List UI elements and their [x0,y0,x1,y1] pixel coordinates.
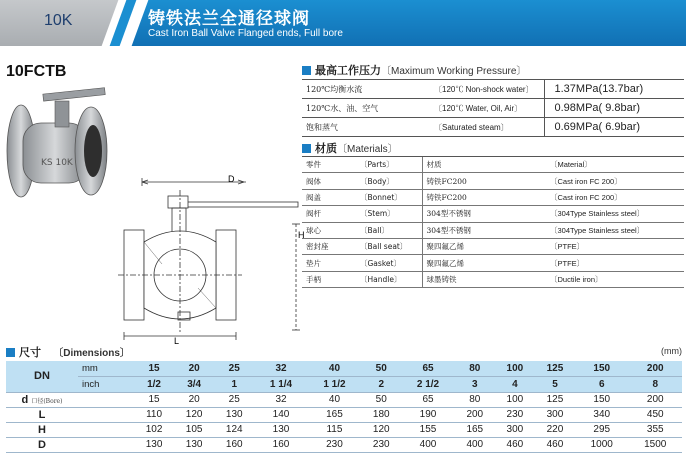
dimension-cell-d: 200 [628,392,682,407]
dimension-cell-H: 300 [495,422,535,437]
table-row-d [6,392,682,407]
materials-heading-cn: 材质 [315,142,337,155]
dimension-cell-mm: 20 [174,361,214,376]
material-en: 〔Cast iron FC 200〕 [548,173,684,189]
pressure-value: 0.69MPa( 6.9bar) [544,118,684,137]
table-row [302,189,684,205]
dimension-cell-inch: 4 [495,376,535,392]
svg-text:KS 10K: KS 10K [41,158,73,168]
empty-cell [78,437,134,452]
dimension-cell-H: 155 [401,422,454,437]
table-row [302,80,684,99]
dimension-cell-mm: 125 [535,361,575,376]
valve-drawing [118,172,304,344]
material-cn: 聚四氟乙烯 [422,255,548,271]
dimension-cell-D: 400 [401,437,454,452]
dimension-cell-d: 15 [134,392,174,407]
material-en: 〔PTFE〕 [548,255,684,271]
dimension-cell-L: 300 [535,407,575,422]
material-cn: 聚四氟乙烯 [422,238,548,254]
materials-table [302,156,684,288]
pressure-value: 1.37MPa(13.7bar) [544,80,684,99]
dimension-cell-H: 355 [628,422,682,437]
pressure-condition-cn: 120℃水、油、空气 [302,99,432,118]
pressure-class: 10K [44,12,73,29]
dimension-cell-D: 230 [308,437,361,452]
material-en: 〔304Type Stainless steel〕 [548,222,684,238]
dimension-cell-mm: 200 [628,361,682,376]
dimension-cell-inch: 1 1/2 [308,376,361,392]
pressure-condition-en: 〔Saturated steam〕 [432,118,544,137]
d-label-text: d [21,393,29,406]
dimension-cell-mm: 32 [254,361,307,376]
square-bullet-icon [302,66,311,75]
dimension-cell-D: 130 [134,437,174,452]
dimension-cell-D: 460 [495,437,535,452]
dimension-cell-inch: 3 [455,376,495,392]
dimension-cell-H: 124 [214,422,254,437]
dimension-cell-D: 400 [455,437,495,452]
table-row [302,118,684,137]
dimension-cell-L: 130 [214,407,254,422]
dimension-cell-mm: 80 [455,361,495,376]
part-en: 〔Handle〕 [360,271,422,287]
dimensions-unit: (mm) [661,346,682,356]
part-en: 〔Ball〕 [360,222,422,238]
dimension-cell-L: 120 [174,407,214,422]
table-row-L [6,407,682,422]
model-number: 10FCTB [6,63,67,80]
material-cn: 铸铁FC200 [422,189,548,205]
table-row-inch [6,376,682,392]
dimension-cell-d: 125 [535,392,575,407]
part-cn: 阀盖 [302,189,360,205]
dim-label-l: L [174,336,180,344]
d-label [6,392,78,407]
pressure-table [302,79,684,137]
material-cn: 304型不锈钢 [422,222,548,238]
pressure-heading-cn: 最高工作压力 [315,64,381,77]
dimension-cell-inch: 6 [575,376,628,392]
material-cn: 球墨铸铁 [422,271,548,287]
part-en: 〔Parts〕 [360,157,422,173]
part-en: 〔Bonnet〕 [360,189,422,205]
d-note: 口径(Bore) [31,397,63,405]
table-row [302,173,684,189]
H-label: H [6,422,78,437]
dimension-cell-d: 25 [214,392,254,407]
dimension-cell-L: 230 [495,407,535,422]
dimension-cell-H: 120 [361,422,401,437]
pressure-condition-en: 〔120℃ Non-shock water〕 [432,80,544,99]
material-en: 〔Material〕 [548,157,684,173]
dimension-cell-mm: 50 [361,361,401,376]
part-cn: 球心 [302,222,360,238]
pressure-heading [302,62,526,78]
dim-label-h: H [298,230,304,240]
part-cn: 阀杆 [302,206,360,222]
material-cn: 铸铁FC200 [422,173,548,189]
dimension-cell-mm: 65 [401,361,454,376]
dimension-cell-inch: 2 [361,376,401,392]
dimension-cell-D: 130 [174,437,214,452]
part-en: 〔Ball seat〕 [360,238,422,254]
dimension-cell-d: 32 [254,392,307,407]
dimension-cell-mm: 15 [134,361,174,376]
table-row-D [6,437,682,452]
dimension-cell-mm: 150 [575,361,628,376]
part-cn: 零件 [302,157,360,173]
table-row [302,271,684,287]
dimension-cell-H: 130 [254,422,307,437]
part-en: 〔Stem〕 [360,206,422,222]
dimension-cell-d: 40 [308,392,361,407]
dimension-cell-L: 190 [401,407,454,422]
empty-cell [78,407,134,422]
dimension-cell-inch: 8 [628,376,682,392]
dimension-cell-L: 450 [628,407,682,422]
dimension-cell-inch: 3/4 [174,376,214,392]
dimension-cell-L: 165 [308,407,361,422]
dimension-cell-d: 50 [361,392,401,407]
table-row [302,222,684,238]
dimension-cell-inch: 5 [535,376,575,392]
dimension-cell-D: 1000 [575,437,628,452]
D-label: D [6,437,78,452]
part-cn: 手柄 [302,271,360,287]
dimension-cell-d: 20 [174,392,214,407]
L-label: L [6,407,78,422]
dimension-cell-d: 65 [401,392,454,407]
dn-label: DN [6,361,78,392]
dimension-cell-D: 160 [214,437,254,452]
dimension-cell-inch: 1 1/4 [254,376,307,392]
part-en: 〔Body〕 [360,173,422,189]
dimension-cell-H: 115 [308,422,361,437]
dimension-cell-H: 295 [575,422,628,437]
material-cn: 304型不锈钢 [422,206,548,222]
materials-heading [302,140,398,156]
material-en: 〔304Type Stainless steel〕 [548,206,684,222]
dimension-cell-L: 340 [575,407,628,422]
title-en: Cast Iron Ball Valve Flanged ends, Full bore [148,28,343,39]
dimension-cell-D: 460 [535,437,575,452]
dimension-cell-inch: 1/2 [134,376,174,392]
table-row [302,157,684,173]
dimension-cell-D: 230 [361,437,401,452]
dimension-cell-H: 105 [174,422,214,437]
material-en: 〔Ductile iron〕 [548,271,684,287]
mm-label: mm [78,361,134,376]
empty-cell [78,422,134,437]
material-en: 〔Cast iron FC 200〕 [548,189,684,205]
dimension-cell-L: 140 [254,407,307,422]
dim-label-d: D [228,174,235,184]
dimensions-heading-cn: 尺寸 [19,346,41,359]
dimension-cell-d: 100 [495,392,535,407]
pressure-value: 0.98MPa( 9.8bar) [544,99,684,118]
table-row [302,206,684,222]
dimensions-heading-en: 〔Dimensions〕 [53,348,130,359]
title-cn: 铸铁法兰全通径球阀 [148,9,310,29]
dimension-cell-H: 102 [134,422,174,437]
dimensions-table [6,361,682,453]
material-cn: 材质 [422,157,548,173]
table-row-mm [6,361,682,376]
table-row [302,238,684,254]
dimension-cell-H: 165 [455,422,495,437]
pressure-heading-en: 〔Maximum Working Pressure〕 [381,66,527,77]
dimension-cell-D: 1500 [628,437,682,452]
dimension-cell-H: 220 [535,422,575,437]
dimension-cell-mm: 40 [308,361,361,376]
dimension-cell-inch: 1 [214,376,254,392]
pressure-condition-cn: 120℃均衡水流 [302,80,432,99]
part-cn: 密封座 [302,238,360,254]
dimension-cell-inch: 2 1/2 [401,376,454,392]
dimension-cell-d: 150 [575,392,628,407]
valve-photo [3,83,115,221]
table-row-H [6,422,682,437]
pressure-condition-cn: 饱和蒸气 [302,118,432,137]
part-cn: 垫片 [302,255,360,271]
materials-heading-en: 〔Materials〕 [337,144,398,155]
table-row [302,255,684,271]
table-row [302,99,684,118]
dimension-cell-L: 200 [455,407,495,422]
inch-label: inch [78,376,134,392]
square-bullet-icon [302,144,311,153]
material-en: 〔PTFE〕 [548,238,684,254]
dimension-cell-mm: 25 [214,361,254,376]
dimension-cell-mm: 100 [495,361,535,376]
pressure-condition-en: 〔120℃ Water, Oil, Air〕 [432,99,544,118]
part-cn: 阀体 [302,173,360,189]
dimensions-heading [6,344,682,360]
square-bullet-icon [6,348,15,357]
dimension-cell-L: 180 [361,407,401,422]
empty-cell [78,392,134,407]
part-en: 〔Gasket〕 [360,255,422,271]
dimension-cell-D: 160 [254,437,307,452]
dimension-cell-d: 80 [455,392,495,407]
dimension-cell-L: 110 [134,407,174,422]
